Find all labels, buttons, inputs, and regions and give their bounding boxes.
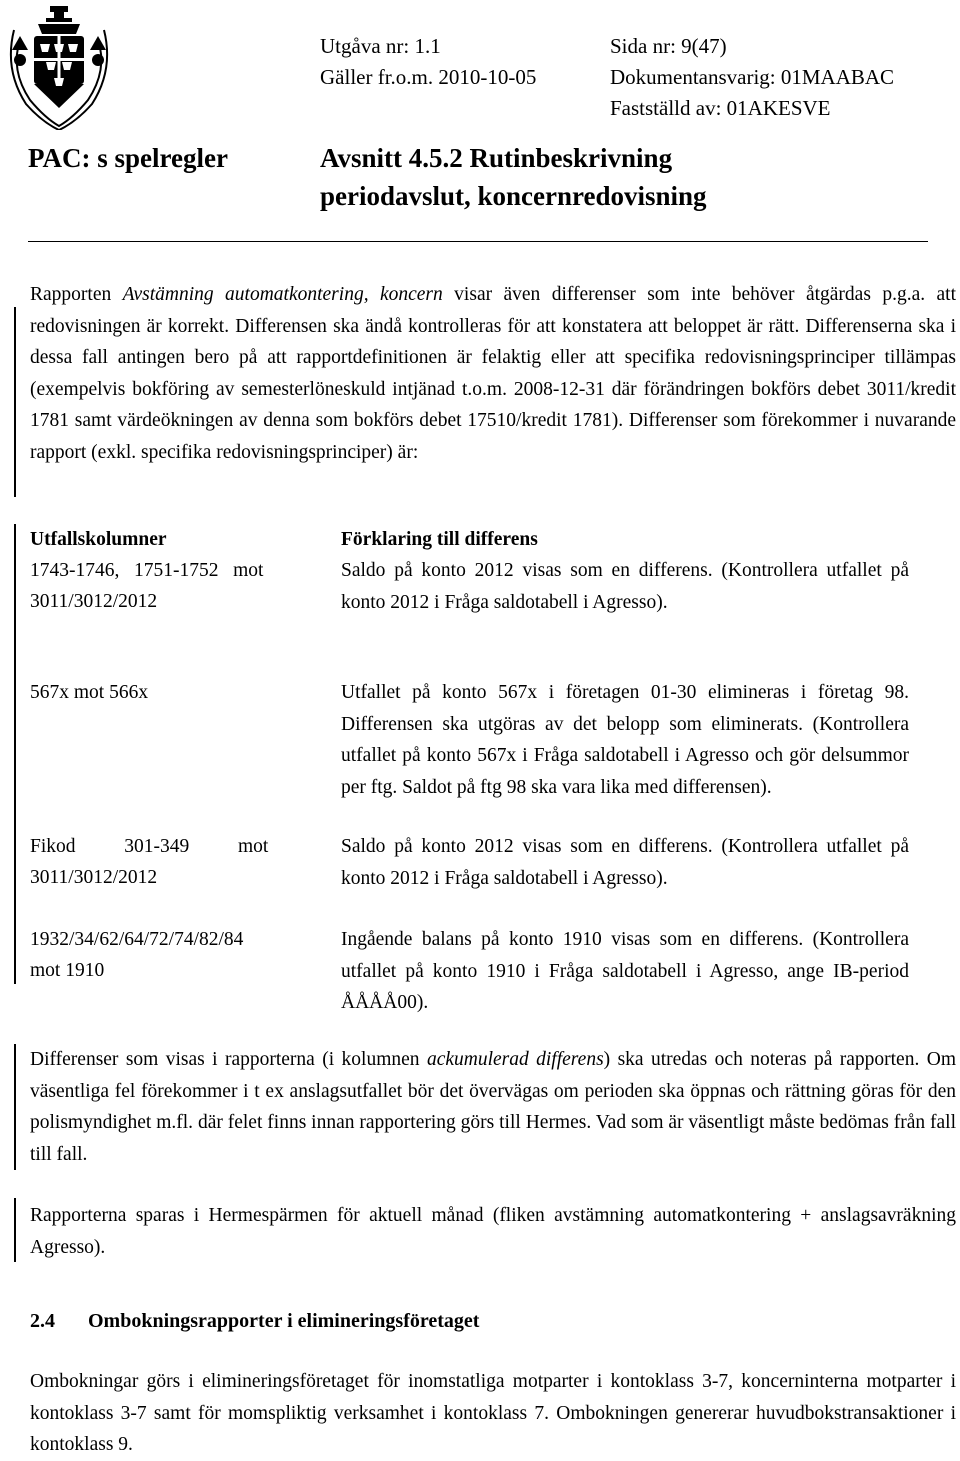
rebooking-paragraph: Ombokningar görs i elimineringsföretaget för inomstatliga motparter i kontoklass 3-7, koncerninterna motparter i kontoklass 3-7 samt för momspliktig verksamhet i kontoklass 7. Ombokningen genererar huvudbokstransaktioner i kontoklass 9. [30,1371,956,1455]
change-bar [14,1198,16,1262]
table-row-3-right: Saldo på konto 2012 visas som en differens. (Kontrollera utfallet på konto 2012 i Fråga saldotabell i Agresso). [341,836,909,889]
table-row-1-left-a: 1743-1746, 1751-1752 mot [30,560,264,581]
section-heading [30,1306,479,1336]
table-row-3-left-b: 3011/3012/2012 [30,867,158,888]
table-row-1-left-b: 3011/3012/2012 [30,591,158,612]
table-header-utfallskolumner: Utfallskolumner [30,529,167,550]
header-divider [28,241,928,242]
section-title-line-2: periodavslut, koncernredovisning [320,181,707,211]
table-row-4-right: Ingående balans på konto 1910 visas som en differens. (Kontrollera utfallet på konto 1910 i Fråga saldotabell i Agresso, ange IB-period ÅÅÅÅ00). [341,929,909,1013]
table-row-1-right: Saldo på konto 2012 visas som en differens. (Kontrollera utfallet på konto 2012 i Fråga saldotabell i Agresso). [341,560,909,613]
table-row-4-left-a: 1932/34/62/64/72/74/82/84 [30,929,244,950]
table-row-2-left-a: 567x mot 566x [30,682,149,703]
intro-paragraph: Rapporten Avstämning automatkontering, koncern visar även differenser som inte behöver åtgärdas p.g.a. att redovisningen är korrekt. Differensen ska ändå kontrolleras för att konstatera att beloppet är rätt. Differenserna ska i dessa fall antingen bero på att rapportdefinitionen är felaktig eller att specifika redovisningsprinciper tillämpas (exempelvis bokföring av semesterlöneskuld intjänad t.o.m. 2008-12-31 där förändringen bokförs debet 3011/kredit 1781 samt värdeökningen av denna som bokförs debet 17510/kredit 1781). Differenser som förekommer i nuvarande rapport (exkl. specifika redovisningsprinciper) är: [30,284,956,463]
section-title: Ombokningsrapporter i elimineringsföretaget [88,1310,480,1332]
change-bar [14,1044,16,1170]
left-title: PAC: s spelregler [28,143,228,173]
police-crest-icon [0,0,118,130]
valid-from-label: Gäller fr.o.m. 2010-10-05 [320,65,537,89]
table-row-4-left-b: mot 1910 [30,960,105,981]
page-number-label: Sida nr: 9(47) [610,34,727,58]
section-number: 2.4 [30,1310,55,1332]
table-row-2-right: Utfallet på konto 567x i företagen 01-30 elimineras i företag 98. Differensen ska utgöras av det belopp som eliminerats. (Kontrollera utfallet på konto 567x i Fråga saldotabell i Agresso och gör delsummor per ftg. Saldot på ftg 98 ska vara lika med differensen). [341,682,909,798]
approved-by-label: Fastställd av: 01AKESVE [610,96,831,120]
change-bar [14,307,16,497]
table-row-3-left-a: Fikod 301-349 mot [30,836,269,857]
differences-paragraph: Differenser som visas i rapporterna (i kolumnen ackumulerad differens) ska utredas och noteras på rapporten. Om väsentliga fel förekommer i t ex anslagsutfallet bör det övervägas om perioden ska öppnas och rättning göras för den polismyndighet m.fl. där felet finns innan rapportering görs till Hermes. Vad som är väsentligt måste bedömas från fall till fall. [30,1049,956,1165]
table-header-forklaring: Förklaring till differens [341,529,538,550]
doc-owner-label: Dokumentansvarig: 01MAABAC [610,65,895,89]
change-bar [14,524,16,984]
storage-paragraph: Rapporterna sparas i Hermespärmen för aktuell månad (fliken avstämning automatkontering + anslagsavräkning Agresso). [30,1205,956,1258]
section-title-line-1: Avsnitt 4.5.2 Rutinbeskrivning [320,143,673,173]
edition-label: Utgåva nr: 1.1 [320,34,441,58]
